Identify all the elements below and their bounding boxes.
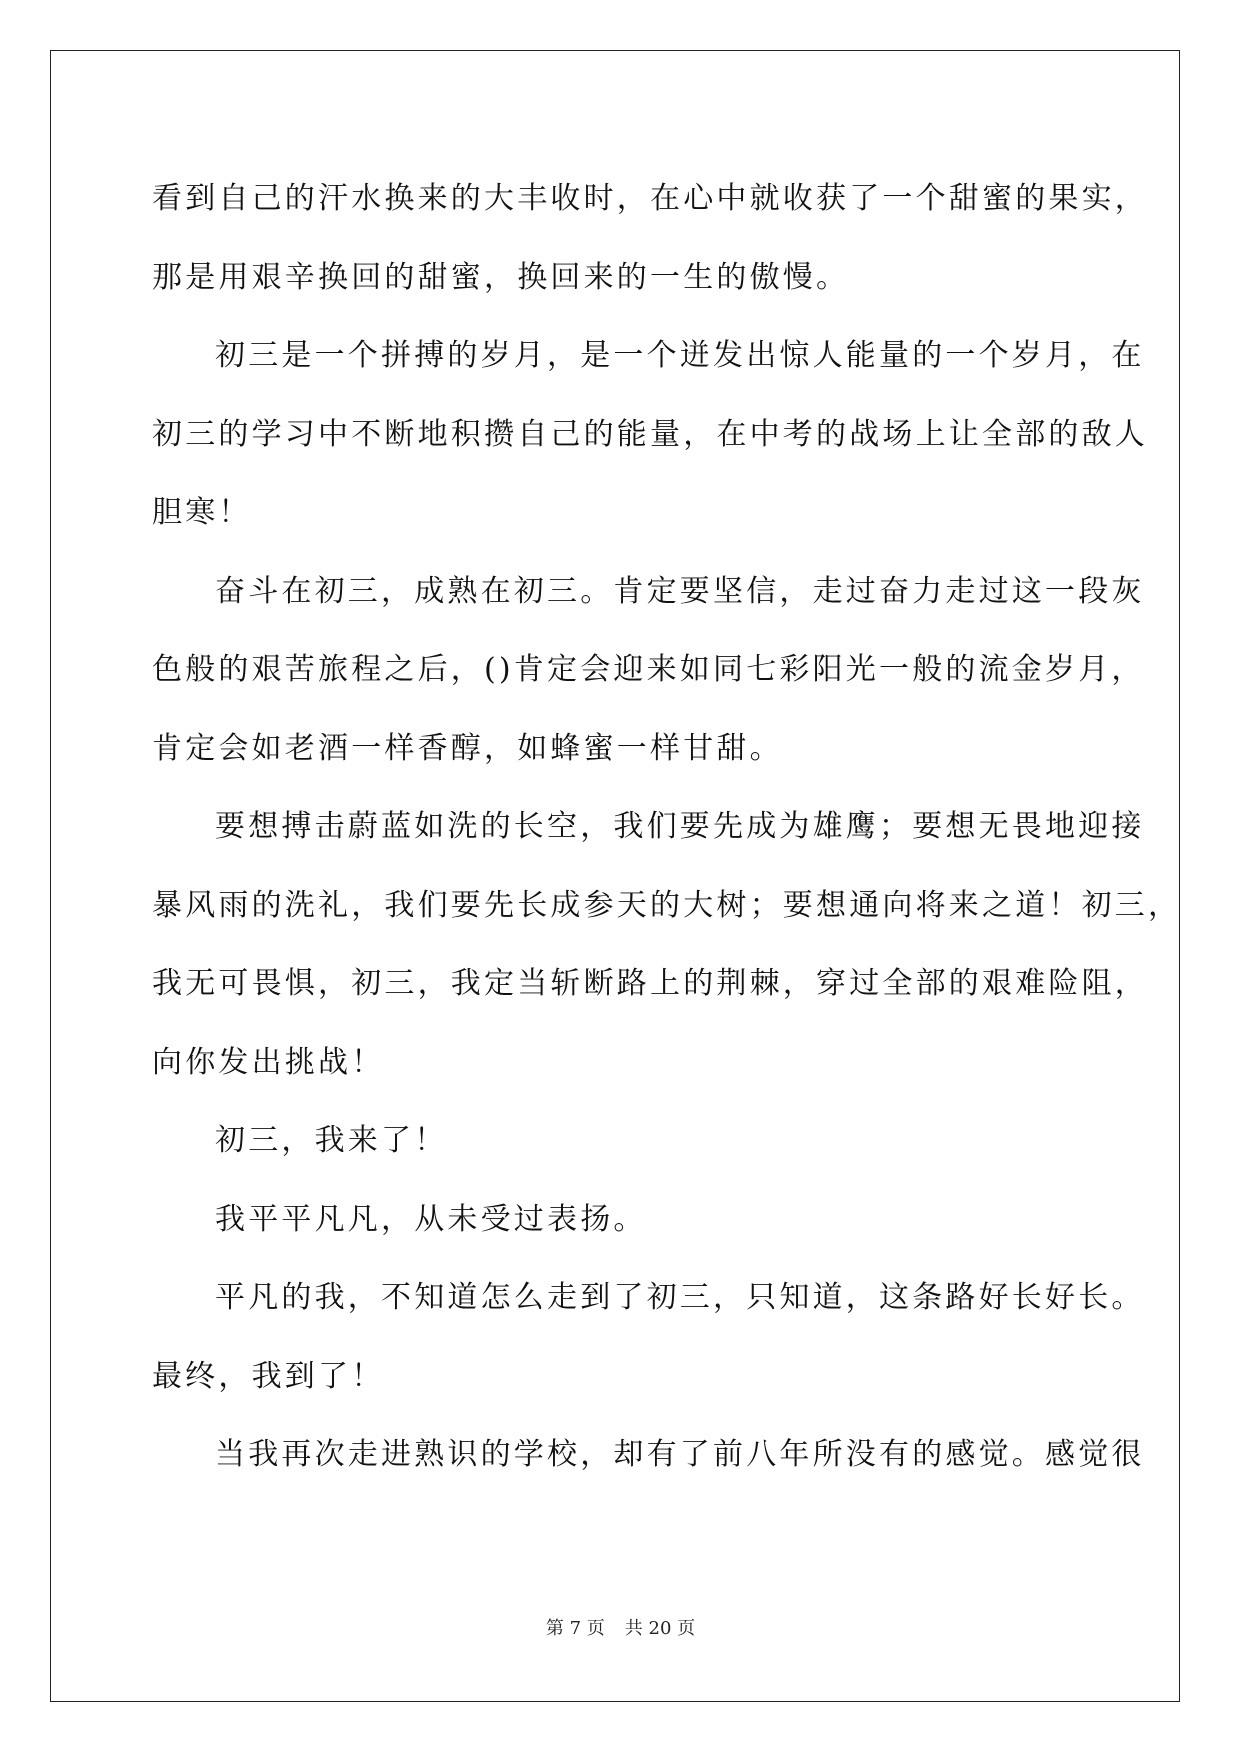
page-total: 共 20 页 [624, 1618, 696, 1639]
text-line: 胆寒！ [152, 495, 252, 530]
text-line: 我无可畏惧，初三，我定当斩断路上的荆棘，穿过全部的艰难险阻， [152, 966, 1148, 1001]
paragraph-start-line: 初三是一个拼搏的岁月，是一个迸发出惊人能量的一个岁月，在 [215, 338, 1145, 373]
paragraph-start-line: 我平平凡凡，从未受过表扬。 [215, 1201, 647, 1237]
text-line: 看到自己的汗水换来的大丰收时，在心中就收获了一个甜蜜的果实， [152, 181, 1148, 216]
text-line: 向你发出挑战！ [152, 1044, 385, 1080]
paragraph-start-line: 当我再次走进熟识的学校，却有了前八年所没有的感觉。感觉很 [215, 1437, 1145, 1472]
text-line: 那是用艰辛换回的甜蜜，换回来的一生的傲慢。 [152, 259, 850, 295]
paragraph-start-line: 要想搏击蔚蓝如洗的长空，我们要先成为雄鹰；要想无畏地迎接 [215, 809, 1145, 844]
page-number: 第 7 页 [545, 1618, 605, 1639]
text-line: 色般的艰苦旅程之后，()肯定会迎来如同七彩阳光一般的流金岁月， [152, 652, 1145, 687]
text-line: 最终，我到了！ [152, 1358, 385, 1394]
page-footer [0, 1614, 1241, 1640]
paragraph-start-line: 奋斗在初三，成熟在初三。肯定要坚信，走过奋力走过这一段灰 [215, 573, 1145, 609]
paragraph-start-line: 平凡的我，不知道怎么走到了初三，只知道，这条路好长好长。 [215, 1280, 1145, 1315]
text-line: 暴风雨的洗礼，我们要先长成参天的大树；要想通向将来之道！初三， [152, 887, 1182, 923]
document-body [152, 160, 1182, 1495]
paragraph-start-line: 初三，我来了！ [215, 1123, 448, 1158]
text-line: 初三的学习中不断地积攒自己的能量，在中考的战场上让全部的敌人 [152, 416, 1148, 452]
text-line: 肯定会如老酒一样香醇，如蜂蜜一样甘甜。 [152, 730, 783, 766]
